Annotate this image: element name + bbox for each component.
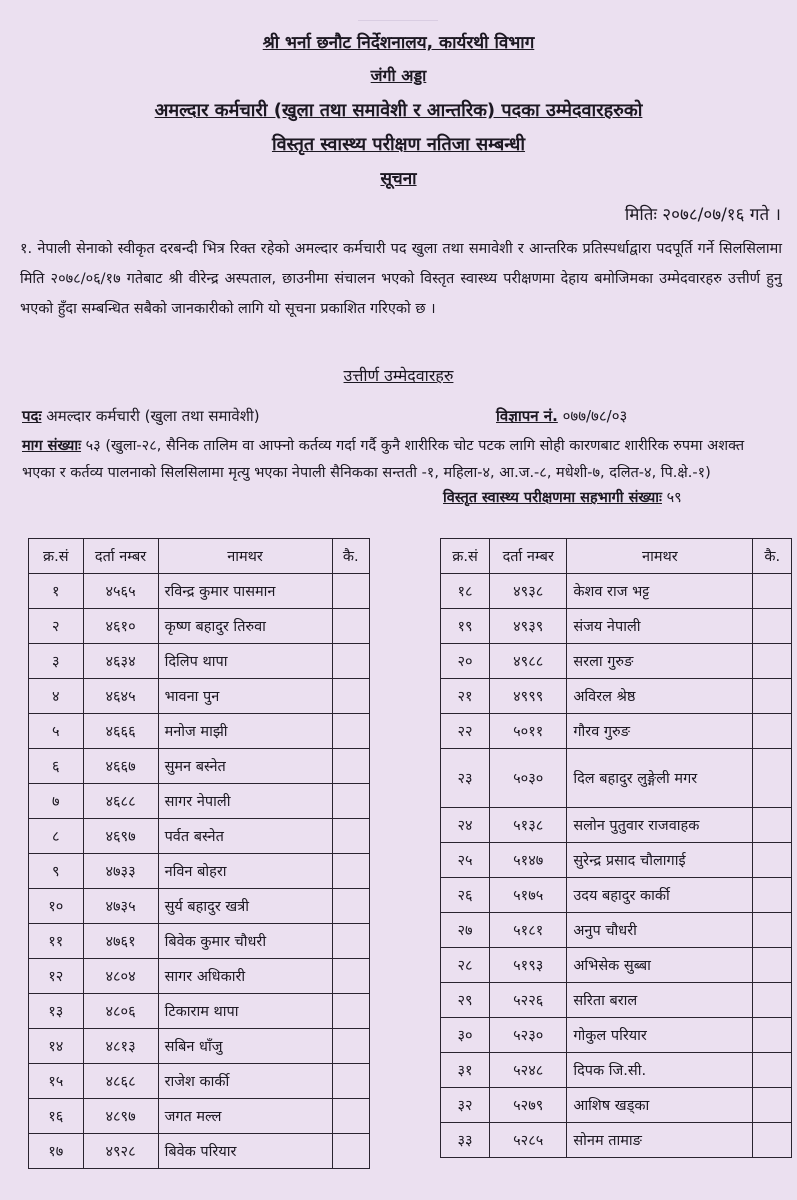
- cell-name: पर्वत बस्नेत: [158, 819, 332, 854]
- cell-name: सरला गुरुङ: [567, 644, 753, 679]
- cell-reg: ५१७५: [490, 878, 567, 913]
- cell-remark: [753, 644, 792, 679]
- cell-reg: ४७३५: [83, 889, 158, 924]
- header-sn: क्र.सं: [441, 539, 490, 574]
- participants-value: ५९: [661, 490, 682, 506]
- cell-reg: ५१४७: [490, 843, 567, 878]
- cell-remark: [753, 878, 792, 913]
- cell-reg: ४६६७: [83, 749, 158, 784]
- cell-sn: १२: [29, 959, 84, 994]
- table-row: [441, 574, 792, 609]
- cell-remark: [332, 889, 370, 924]
- cell-sn: ३०: [441, 1018, 490, 1053]
- demand-label: माग संख्याः: [22, 438, 82, 454]
- cell-sn: २०: [441, 644, 490, 679]
- cell-name: सोनम तामाङ: [567, 1123, 753, 1158]
- table-row: [441, 913, 792, 948]
- cell-remark: [753, 714, 792, 749]
- notice-paragraph: १. नेपाली सेनाको स्वीकृत दरबन्दी भित्र रिक्त रहेको अमल्दार कर्मचारी पद खुला तथा समावेशी र आन्तरिक प्रतिस्पर्धाद्वारा पदपूर्ति गर्ने सिलसिलामा मिति २०७८/०६/१७ गतेबाट श्री वीरेन्द्र अस्पताल, छाउनीमा संचालन भएको विस्तृत स्वास्थ्य परीक्षणमा देहाय बमोजिमका उम्मेदवारहरु उत्तीर्ण हुनु भएको हुँदा सम्बन्धित सबैको जानकारीको लागि यो सूचना प्रकाशित गरिएको छ ।: [20, 241, 782, 317]
- cell-name: जगत मल्ल: [158, 1099, 332, 1134]
- cell-name: सुमन बस्नेत: [158, 749, 332, 784]
- cell-reg: ५१३८: [490, 808, 567, 843]
- cell-remark: [753, 983, 792, 1018]
- cell-sn: १९: [441, 609, 490, 644]
- cell-reg: ४६८८: [83, 784, 158, 819]
- cell-remark: [332, 1064, 370, 1099]
- table-row: [441, 843, 792, 878]
- cell-sn: २६: [441, 878, 490, 913]
- cell-name: सरिता बराल: [567, 983, 753, 1018]
- cell-sn: २५: [441, 843, 490, 878]
- cell-reg: ४८९७: [83, 1099, 158, 1134]
- cell-name: बिवेक कुमार चौधरी: [158, 924, 332, 959]
- header-sn: क्र.सं: [29, 539, 84, 574]
- cell-sn: १७: [29, 1134, 84, 1169]
- directorate-heading: श्री भर्ना छनौट निर्देशनालय, कार्यरथी विभाग: [262, 33, 535, 53]
- cell-sn: ११: [29, 924, 84, 959]
- cell-remark: [332, 1134, 370, 1169]
- cell-name: अनुप चौधरी: [567, 913, 753, 948]
- adv-label: विज्ञापन नं.: [496, 407, 558, 425]
- table-row: [29, 679, 370, 714]
- cell-sn: १८: [441, 574, 490, 609]
- cell-remark: [753, 843, 792, 878]
- cell-name: नविन बोहरा: [158, 854, 332, 889]
- cell-reg: ५१८१: [490, 913, 567, 948]
- cell-sn: २३: [441, 749, 490, 808]
- cell-sn: २९: [441, 983, 490, 1018]
- cell-sn: ९: [29, 854, 84, 889]
- cell-sn: ५: [29, 714, 84, 749]
- table-header-row: [29, 539, 370, 574]
- cell-sn: ३३: [441, 1123, 490, 1158]
- post-heading: अमल्दार कर्मचारी (खुला तथा समावेशी र आन्तरिक) पदका उम्मेदवारहरुको: [154, 100, 643, 121]
- table-row: [29, 994, 370, 1029]
- cell-remark: [753, 574, 792, 609]
- cell-sn: ४: [29, 679, 84, 714]
- cell-sn: १६: [29, 1099, 84, 1134]
- cell-reg: ४६६६: [83, 714, 158, 749]
- table-row: [441, 1018, 792, 1053]
- cell-name: दिल बहादुर लुङ्गेली मगर: [567, 749, 753, 808]
- table-row: [441, 878, 792, 913]
- header-reg: दर्ता नम्बर: [83, 539, 158, 574]
- cell-remark: [753, 948, 792, 983]
- cell-sn: २४: [441, 808, 490, 843]
- cell-name: दिपक जि.सी.: [567, 1053, 753, 1088]
- cell-remark: [753, 679, 792, 714]
- cell-sn: ७: [29, 784, 84, 819]
- cell-sn: ३: [29, 644, 84, 679]
- adv-value: ०७७/७८/०३: [557, 407, 628, 425]
- cell-name: संजय नेपाली: [567, 609, 753, 644]
- table-row: [441, 1088, 792, 1123]
- cell-name: सुर्य बहादुर खत्री: [158, 889, 332, 924]
- demand-value: ५३ (खुला-२८, सैनिक तालिम वा आफ्नो कर्तव्य गर्दा गर्दै कुनै शारीरिक चोट पटक लागि सोही कारणबाट शारीरिक रुपमा अशक्त भएका र कर्तव्य पालनाको सिलसिलामा मृत्यु भएका नेपाली सैनिकका सन्तती -१, महिला-४, आ.ज.-८, मधेशी-७, दलित-४, पि.क्षे.-१): [22, 438, 745, 481]
- cell-name: अविरल श्रेष्ठ: [567, 679, 753, 714]
- cell-reg: ५२८५: [490, 1123, 567, 1158]
- cell-remark: [332, 924, 370, 959]
- cell-sn: ६: [29, 749, 84, 784]
- cell-sn: १४: [29, 1029, 84, 1064]
- cell-remark: [332, 714, 370, 749]
- cell-sn: ३१: [441, 1053, 490, 1088]
- table-row: [441, 714, 792, 749]
- results-table-right: [440, 538, 792, 1158]
- notice-title: सूचना: [380, 169, 417, 189]
- cell-reg: ४९३९: [490, 609, 567, 644]
- cell-name: गोकुल परियार: [567, 1018, 753, 1053]
- post-value: अमल्दार कर्मचारी (खुला तथा समावेशी): [41, 407, 260, 425]
- cell-remark: [332, 819, 370, 854]
- table-row: [29, 574, 370, 609]
- cell-sn: १३: [29, 994, 84, 1029]
- cell-name: मनोज माझी: [158, 714, 332, 749]
- cell-reg: ४६९७: [83, 819, 158, 854]
- cell-reg: ४८६८: [83, 1064, 158, 1099]
- cell-name: भावना पुन: [158, 679, 332, 714]
- post-line: [22, 406, 260, 426]
- table-row: [441, 808, 792, 843]
- cell-remark: [753, 1123, 792, 1158]
- cell-reg: ४८०४: [83, 959, 158, 994]
- demand-block: [22, 433, 778, 487]
- advertisement-line: [496, 406, 627, 426]
- table-row: [29, 1029, 370, 1064]
- cell-remark: [332, 574, 370, 609]
- header-name: नामथर: [567, 539, 753, 574]
- cell-name: सलोन पुतुवार राजवाहक: [567, 808, 753, 843]
- table-row: [29, 959, 370, 994]
- cell-sn: २७: [441, 913, 490, 948]
- cell-name: कृष्ण बहादुर तिरुवा: [158, 609, 332, 644]
- cell-sn: २८: [441, 948, 490, 983]
- table-row: [441, 644, 792, 679]
- cell-reg: ५२३०: [490, 1018, 567, 1053]
- cell-name: सागर अधिकारी: [158, 959, 332, 994]
- cell-remark: [332, 1029, 370, 1064]
- cell-reg: ४५६५: [83, 574, 158, 609]
- subject-heading: विस्तृत स्वास्थ्य परीक्षण नतिजा सम्बन्धी: [271, 134, 526, 155]
- cell-reg: ४९३८: [490, 574, 567, 609]
- cell-remark: [332, 959, 370, 994]
- cell-name: उदय बहादुर कार्की: [567, 878, 753, 913]
- table-row: [29, 819, 370, 854]
- table-row: [441, 749, 792, 808]
- cell-reg: ४८०६: [83, 994, 158, 1029]
- cell-remark: [332, 1099, 370, 1134]
- cell-reg: ४९२८: [83, 1134, 158, 1169]
- table-row: [29, 924, 370, 959]
- cell-name: सुरेन्द्र प्रसाद चौलागाई: [567, 843, 753, 878]
- army-hq-heading: जंगी अड्डा: [370, 66, 427, 85]
- cell-sn: १०: [29, 889, 84, 924]
- cell-name: गौरव गुरुङ: [567, 714, 753, 749]
- cell-name: टिकाराम थापा: [158, 994, 332, 1029]
- cell-remark: [332, 749, 370, 784]
- cell-reg: ४९९९: [490, 679, 567, 714]
- cell-remark: [332, 784, 370, 819]
- cell-name: अभिसेक सुब्बा: [567, 948, 753, 983]
- cell-remark: [753, 1088, 792, 1123]
- cell-remark: [753, 1053, 792, 1088]
- table-row: [441, 609, 792, 644]
- table-row: [441, 1123, 792, 1158]
- cell-name: दिलिप थापा: [158, 644, 332, 679]
- cell-remark: [332, 609, 370, 644]
- table-row: [29, 889, 370, 924]
- cell-reg: ५२२६: [490, 983, 567, 1018]
- cell-reg: ५०११: [490, 714, 567, 749]
- table-row: [29, 609, 370, 644]
- header-remark: कै.: [753, 539, 792, 574]
- table-row: [441, 983, 792, 1018]
- table-row: [441, 1053, 792, 1088]
- cell-name: केशव राज भट्ट: [567, 574, 753, 609]
- table-row: [29, 1134, 370, 1169]
- cell-remark: [332, 994, 370, 1029]
- cell-remark: [753, 1018, 792, 1053]
- seal-watermark: [358, 0, 438, 21]
- cell-remark: [753, 609, 792, 644]
- cell-remark: [332, 679, 370, 714]
- cell-reg: ५२७९: [490, 1088, 567, 1123]
- cell-reg: ५२४८: [490, 1053, 567, 1088]
- cell-reg: ४८१३: [83, 1029, 158, 1064]
- table-row: [29, 714, 370, 749]
- table-row: [29, 644, 370, 679]
- cell-reg: ४७३३: [83, 854, 158, 889]
- table-row: [29, 749, 370, 784]
- table-row: [441, 948, 792, 983]
- cell-reg: ४९८८: [490, 644, 567, 679]
- cell-sn: ३२: [441, 1088, 490, 1123]
- cell-remark: [332, 854, 370, 889]
- cell-reg: ४७६१: [83, 924, 158, 959]
- cell-name: रविन्द्र कुमार पासमान: [158, 574, 332, 609]
- table-row: [29, 854, 370, 889]
- cell-name: बिवेक परियार: [158, 1134, 332, 1169]
- post-label: पदः: [22, 407, 42, 425]
- cell-sn: १: [29, 574, 84, 609]
- table-header-row: [441, 539, 792, 574]
- cell-remark: [753, 808, 792, 843]
- table-row: [29, 1099, 370, 1134]
- cell-sn: ८: [29, 819, 84, 854]
- cell-sn: २१: [441, 679, 490, 714]
- cell-reg: ५०३०: [490, 749, 567, 808]
- participants-label: विस्तृत स्वास्थ्य परीक्षणमा सहभागी संख्याः: [443, 490, 662, 506]
- cell-remark: [753, 913, 792, 948]
- cell-name: राजेश कार्की: [158, 1064, 332, 1099]
- cell-name: सबिन धाँजु: [158, 1029, 332, 1064]
- header-name: नामथर: [158, 539, 332, 574]
- cell-remark: [332, 644, 370, 679]
- section-title: उत्तीर्ण उम्मेदवारहरु: [343, 366, 454, 385]
- cell-name: सागर नेपाली: [158, 784, 332, 819]
- cell-reg: ४६४५: [83, 679, 158, 714]
- header-reg: दर्ता नम्बर: [490, 539, 567, 574]
- cell-sn: २: [29, 609, 84, 644]
- cell-sn: १५: [29, 1064, 84, 1099]
- participants-line: [443, 487, 682, 507]
- cell-reg: ४६१०: [83, 609, 158, 644]
- results-table-left: [28, 538, 370, 1169]
- table-row: [29, 1064, 370, 1099]
- table-row: [29, 784, 370, 819]
- cell-name: आशिष खड्का: [567, 1088, 753, 1123]
- cell-remark: [753, 749, 792, 808]
- cell-reg: ५१९३: [490, 948, 567, 983]
- header-remark: कै.: [332, 539, 370, 574]
- cell-reg: ४६३४: [83, 644, 158, 679]
- notice-date: मितिः २०७८/०७/१६ गते ।: [624, 205, 781, 225]
- table-row: [441, 679, 792, 714]
- cell-sn: २२: [441, 714, 490, 749]
